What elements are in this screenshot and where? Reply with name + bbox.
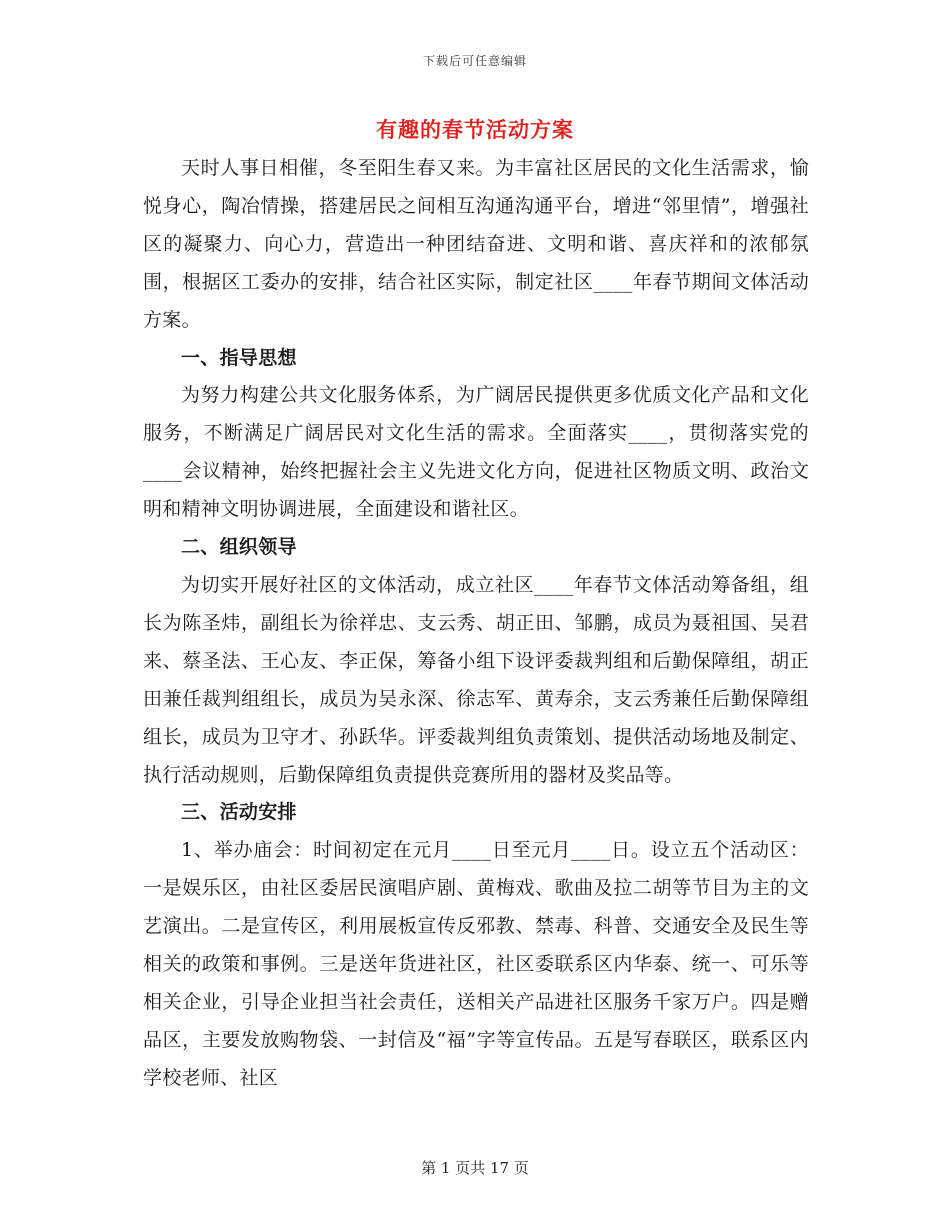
section-heading-guiding-ideology: 一、指导思想 <box>181 346 297 369</box>
section-paragraph-organization: 为切实开展好社区的文体活动，成立社区____年春节文体活动筹备组，组长为陈圣炜，副组长为徐祥忠、支云秀、胡正田、邹鹏，成员为聂祖国、吴君来、蔡圣法、王心友、李正保，筹备小组下设评委裁判组和后勤保障组，胡正田兼任裁判组组长，成员为吴永深、徐志军、黄寿余，支云秀兼任后勤保障组组长，成员为卫守才、孙跃华。评委裁判组负责策划、提供活动场地及制定、执行活动规则，后勤保障组负责提供竞赛所用的器材及奖品等。 <box>143 573 809 786</box>
section-heading-organization: 二、组织领导 <box>181 536 297 559</box>
page-number-footer: 第 1 页共 17 页 <box>421 1159 529 1177</box>
section-heading-activity-arrangement: 三、活动安排 <box>181 801 297 824</box>
intro-paragraph: 天时人事日相催，冬至阳生春又来。为丰富社区居民的文化生活需求，愉悦身心，陶冶情操，搭建居民之间相互沟通沟通平台，增进“邻里情”，增强社区的凝聚力、向心力，营造出一种团结奋进、文明和谐、喜庆祥和的浓郁氛围，根据区工委办的安排，结合社区实际，制定社区____年春节期间文体活动方案。 <box>143 157 809 331</box>
section-paragraph-guiding-ideology: 为努力构建公共文化服务体系，为广阔居民提供更多优质文化产品和文化服务，不断满足广阔居民对文化生活的需求。全面落实____，贯彻落实党的____会议精神，始终把握社会主义先进文化方向，促进社区物质文明、政治文明和精神文明协调进展，全面建设和谐社区。 <box>143 384 809 521</box>
header-note: 下载后可任意编辑 <box>422 54 527 68</box>
document-body <box>143 150 809 1098</box>
document-title: 有趣的春节活动方案 <box>376 117 574 142</box>
section-paragraph-activity-arrangement: 1、举办庙会：时间初定在元月____日至元月____日。设立五个活动区：一是娱乐区，由社区委居民演唱庐剧、黄梅戏、歌曲及拉二胡等节目为主的文艺演出。二是宣传区，利用展板宣传反邪教、禁毒、科普、交通安全及民生等相关的政策和事例。三是送年货进社区，社区委联系区内华泰、统一、可乐等相关企业，引导企业担当社会责任，送相关产品进社区服务千家万户。四是赠品区，主要发放购物袋、一封信及“福”字等宣传品。五是写春联区，联系区内学校老师、社区 <box>143 839 809 1089</box>
